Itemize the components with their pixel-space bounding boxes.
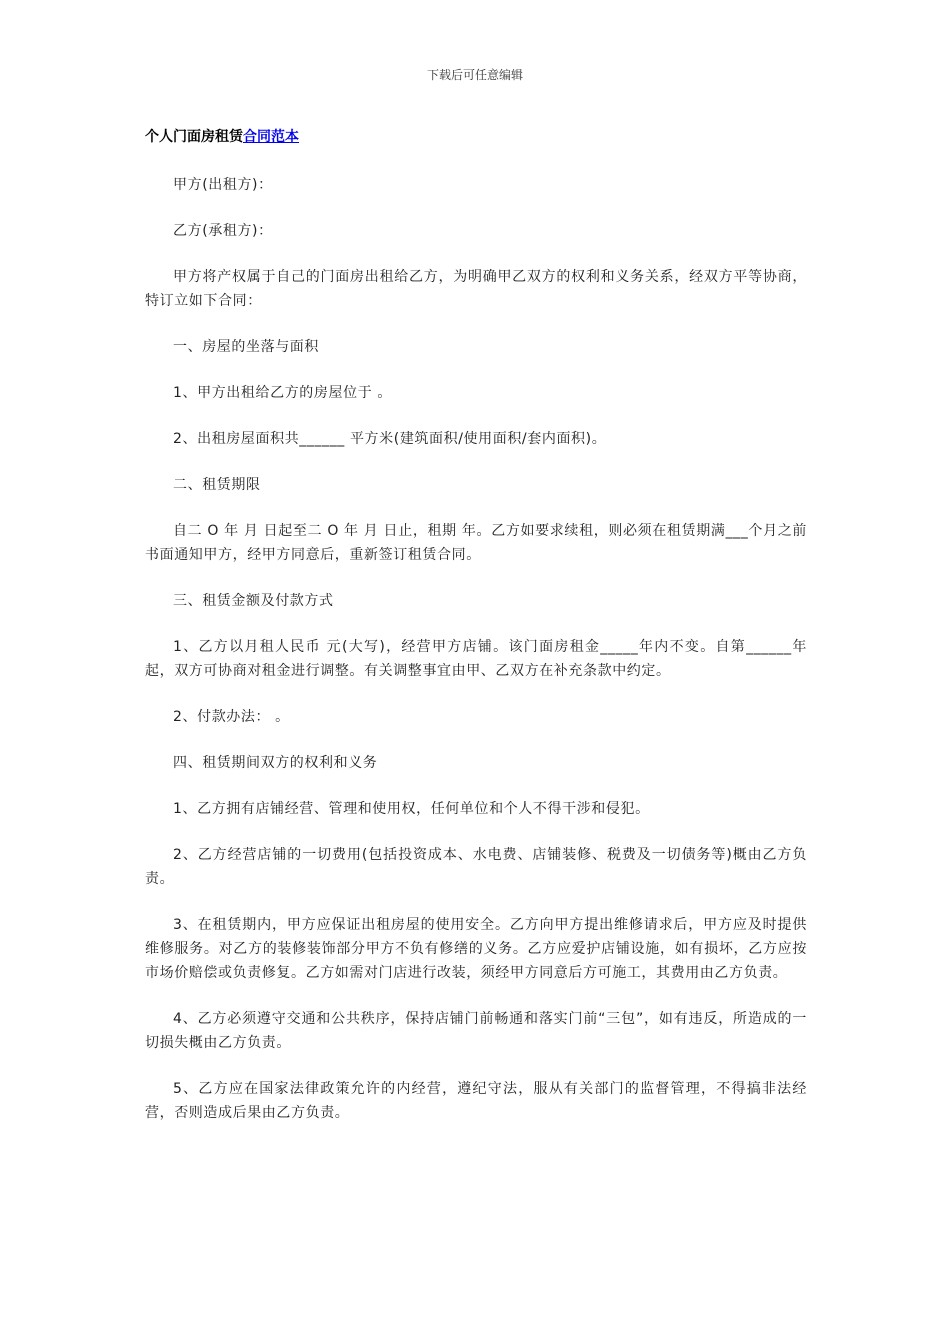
section-heading-2: 二、租赁期限 xyxy=(173,477,261,493)
title-link[interactable]: 合同范本 xyxy=(243,129,299,145)
page-header: 下载后可任意编辑 xyxy=(426,68,523,82)
section-heading-3: 三、租赁金额及付款方式 xyxy=(173,593,334,609)
preamble-paragraph: 甲方将产权属于自己的门面房出租给乙方，为明确甲乙双方的权利和义务关系，经双方平等协商，特订立如下合同： xyxy=(145,269,807,309)
document-title xyxy=(145,126,807,148)
clause-4-5: 5、乙方应在国家法律政策允许的内经营，遵纪守法，服从有关部门的监督管理，不得搞非法经营，否则造成后果由乙方负责。 xyxy=(145,1081,807,1121)
party-b-line: 乙方(承租方)： xyxy=(173,223,273,239)
clause-1-2: 2、出租房屋面积共______ 平方米(建筑面积/使用面积/套内面积)。 xyxy=(173,431,607,447)
clause-4-1: 1、乙方拥有店铺经营、管理和使用权，任何单位和个人不得干涉和侵犯。 xyxy=(173,801,650,817)
clause-4-2: 2、乙方经营店铺的一切费用(包括投资成本、水电费、店铺装修、税费及一切债务等)概由乙方负责。 xyxy=(145,847,807,887)
clause-3-2: 2、付款办法： 。 xyxy=(173,709,290,725)
clause-2-term: 自二 O 年 月 日起至二 O 年 月 日止，租期 年。乙方如要求续租，则必须在租赁期满___个月之前书面通知甲方，经甲方同意后，重新签订租赁合同。 xyxy=(145,523,807,563)
section-heading-1: 一、房屋的坐落与面积 xyxy=(173,339,319,355)
clause-1-1: 1、甲方出租给乙方的房屋位于 。 xyxy=(173,385,392,401)
clause-3-1: 1、乙方以月租人民币 元(大写)，经营甲方店铺。该门面房租金_____年内不变。自第______年起，双方可协商对租金进行调整。有关调整事宜由甲、乙双方在补充条款中约定。 xyxy=(145,639,807,679)
document-body xyxy=(145,126,807,1147)
section-heading-4: 四、租赁期间双方的权利和义务 xyxy=(173,755,378,771)
clause-4-3: 3、在租赁期内，甲方应保证出租房屋的使用安全。乙方向甲方提出维修请求后，甲方应及时提供维修服务。对乙方的装修装饰部分甲方不负有修缮的义务。乙方应爱护店铺设施，如有损坏，乙方应按市场价赔偿或负责修复。乙方如需对门店进行改装，须经甲方同意后方可施工，其费用由乙方负责。 xyxy=(145,917,807,981)
title-text: 个人门面房租赁 xyxy=(145,129,243,145)
party-a-line: 甲方(出租方)： xyxy=(173,177,273,193)
clause-4-4: 4、乙方必须遵守交通和公共秩序，保持店铺门前畅通和落实门前“三包”，如有违反，所造成的一切损失概由乙方负责。 xyxy=(145,1011,807,1051)
